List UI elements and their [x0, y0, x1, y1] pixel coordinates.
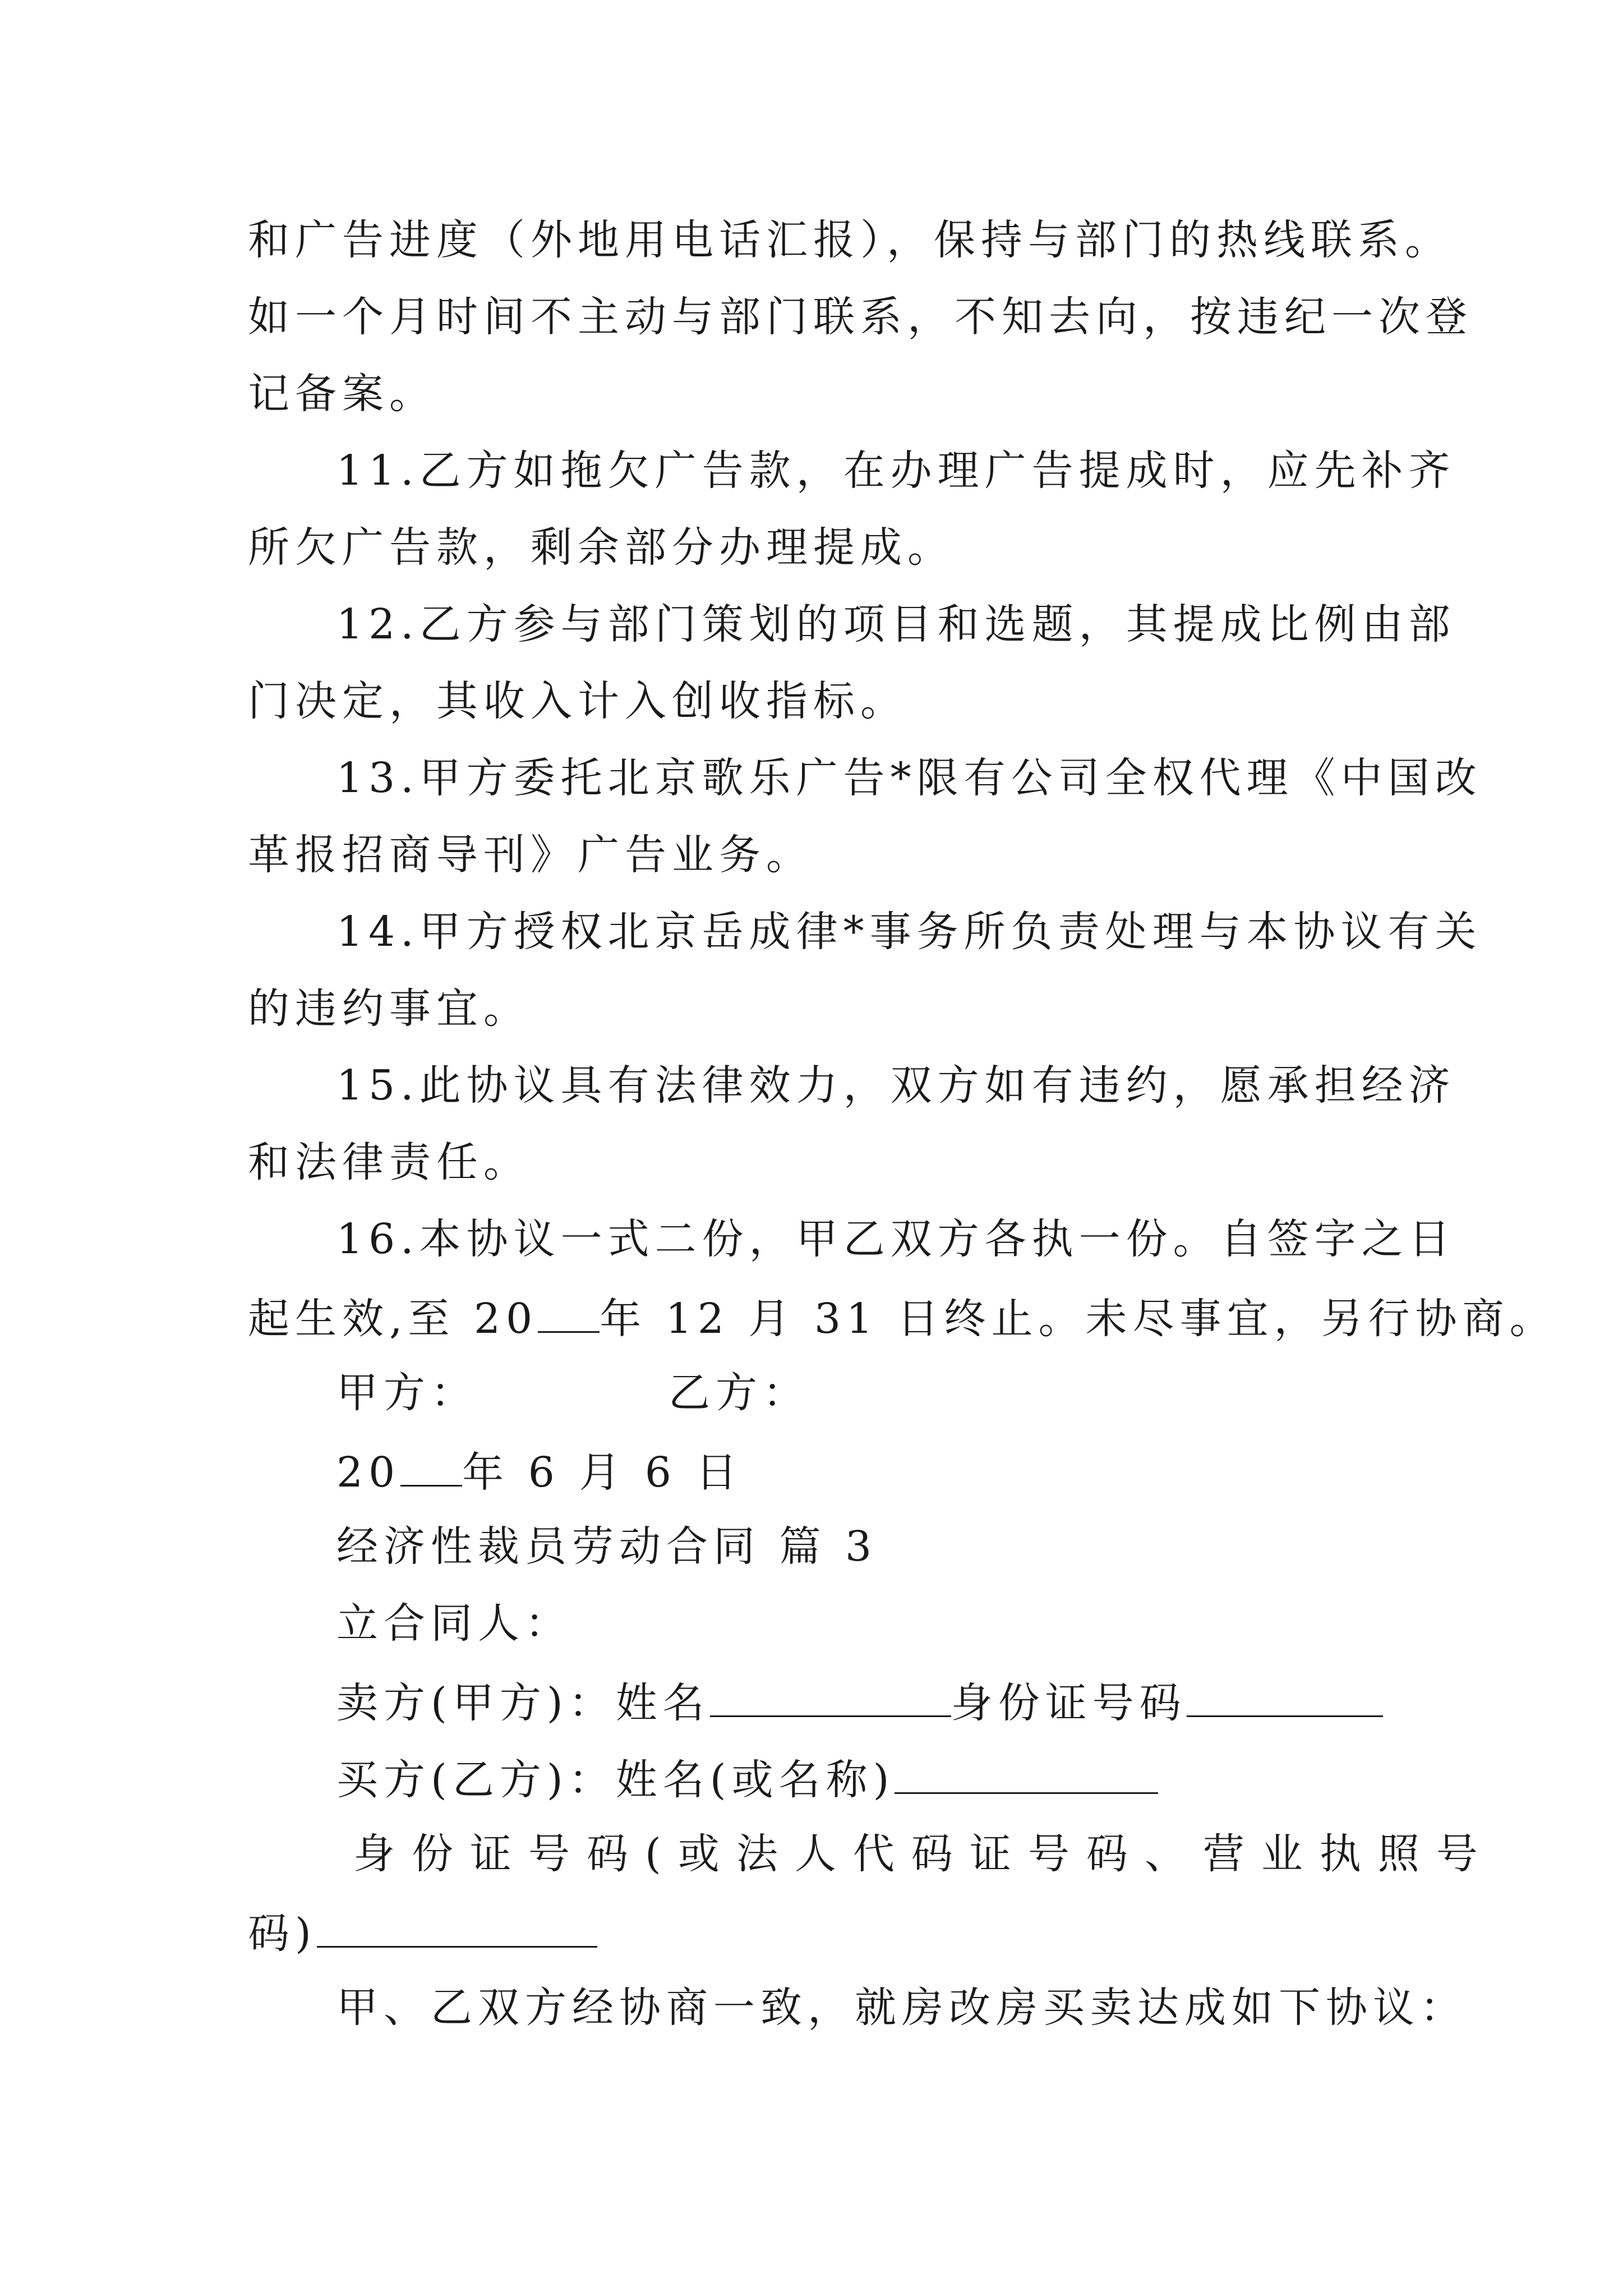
code-suffix: 码) [248, 1910, 317, 1958]
party-a-label: 甲方： [336, 1369, 478, 1417]
date-suffix: 年 6 月 6 日 [462, 1448, 743, 1497]
agreement-intro: 甲、乙双方经协商一致，就房改房买卖达成如下协议： [336, 1984, 1467, 2032]
buyer-name-blank [895, 1752, 1158, 1794]
date-prefix: 20 [336, 1448, 401, 1497]
text-line: 和法律责任。 [248, 1138, 531, 1186]
clause-12: 12.乙方参与部门策划的项目和选题，其提成比例由部 [336, 600, 1456, 648]
section-title: 经济性裁员劳动合同 篇 3 [336, 1522, 878, 1571]
seller-line [336, 1675, 1383, 1728]
clause-13: 13.甲方委托北京歌乐广告*限有公司全权代理《中国改 [336, 754, 1482, 802]
seller-id-label: 身份证号码 [951, 1679, 1187, 1727]
text-line: 革报招商导刊》广告业务。 [248, 831, 813, 879]
effective-date-line [248, 1291, 1557, 1344]
text-line: 记备案。 [248, 370, 436, 418]
id-code-line: 身份证号码(或法人代码证号码、营业执照号 [353, 1830, 1495, 1878]
seller-id-blank [1187, 1675, 1383, 1717]
text-line: 所欠广告款，剩余部分办理提成。 [248, 523, 955, 572]
effective-date-prefix: 起生效,至 20 [248, 1295, 538, 1343]
clause-11: 11.乙方如拖欠广告款，在办理广告提成时，应先补齐 [336, 447, 1456, 495]
date-line [336, 1444, 743, 1498]
year-blank [400, 1444, 462, 1487]
text-line: 立合同人： [336, 1599, 572, 1648]
text-line: 和广告进度（外地用电话汇报），保持与部门的热线联系。 [248, 216, 1452, 264]
seller-name-label: 卖方(甲方)：姓名 [336, 1679, 710, 1727]
text-line: 门决定，其收入计入创收指标。 [248, 677, 907, 725]
text-line: 如一个月时间不主动与部门联系，不知去向，按违纪一次登 [248, 293, 1473, 341]
text-line: 的违约事宜。 [248, 984, 531, 1033]
code-blank [317, 1906, 597, 1948]
code-line [248, 1906, 597, 1959]
party-b-label: 乙方： [668, 1369, 810, 1417]
year-blank [538, 1291, 600, 1333]
clause-16: 16.本协议一式二份，甲乙双方各执一份。自签字之日 [336, 1215, 1456, 1263]
clause-15: 15.此协议具有法律效力，双方如有违约，愿承担经济 [336, 1061, 1456, 1110]
seller-name-blank [710, 1675, 951, 1717]
clause-14: 14.甲方授权北京岳成律*事务所负责处理与本协议有关 [336, 908, 1482, 956]
buyer-name-label: 买方(乙方)：姓名(或名称) [336, 1756, 895, 1804]
effective-date-suffix: 年 12 月 31 日终止。未尽事宜，另行协商。 [600, 1295, 1557, 1343]
signature-line [336, 1368, 810, 1418]
buyer-line [336, 1752, 1158, 1805]
